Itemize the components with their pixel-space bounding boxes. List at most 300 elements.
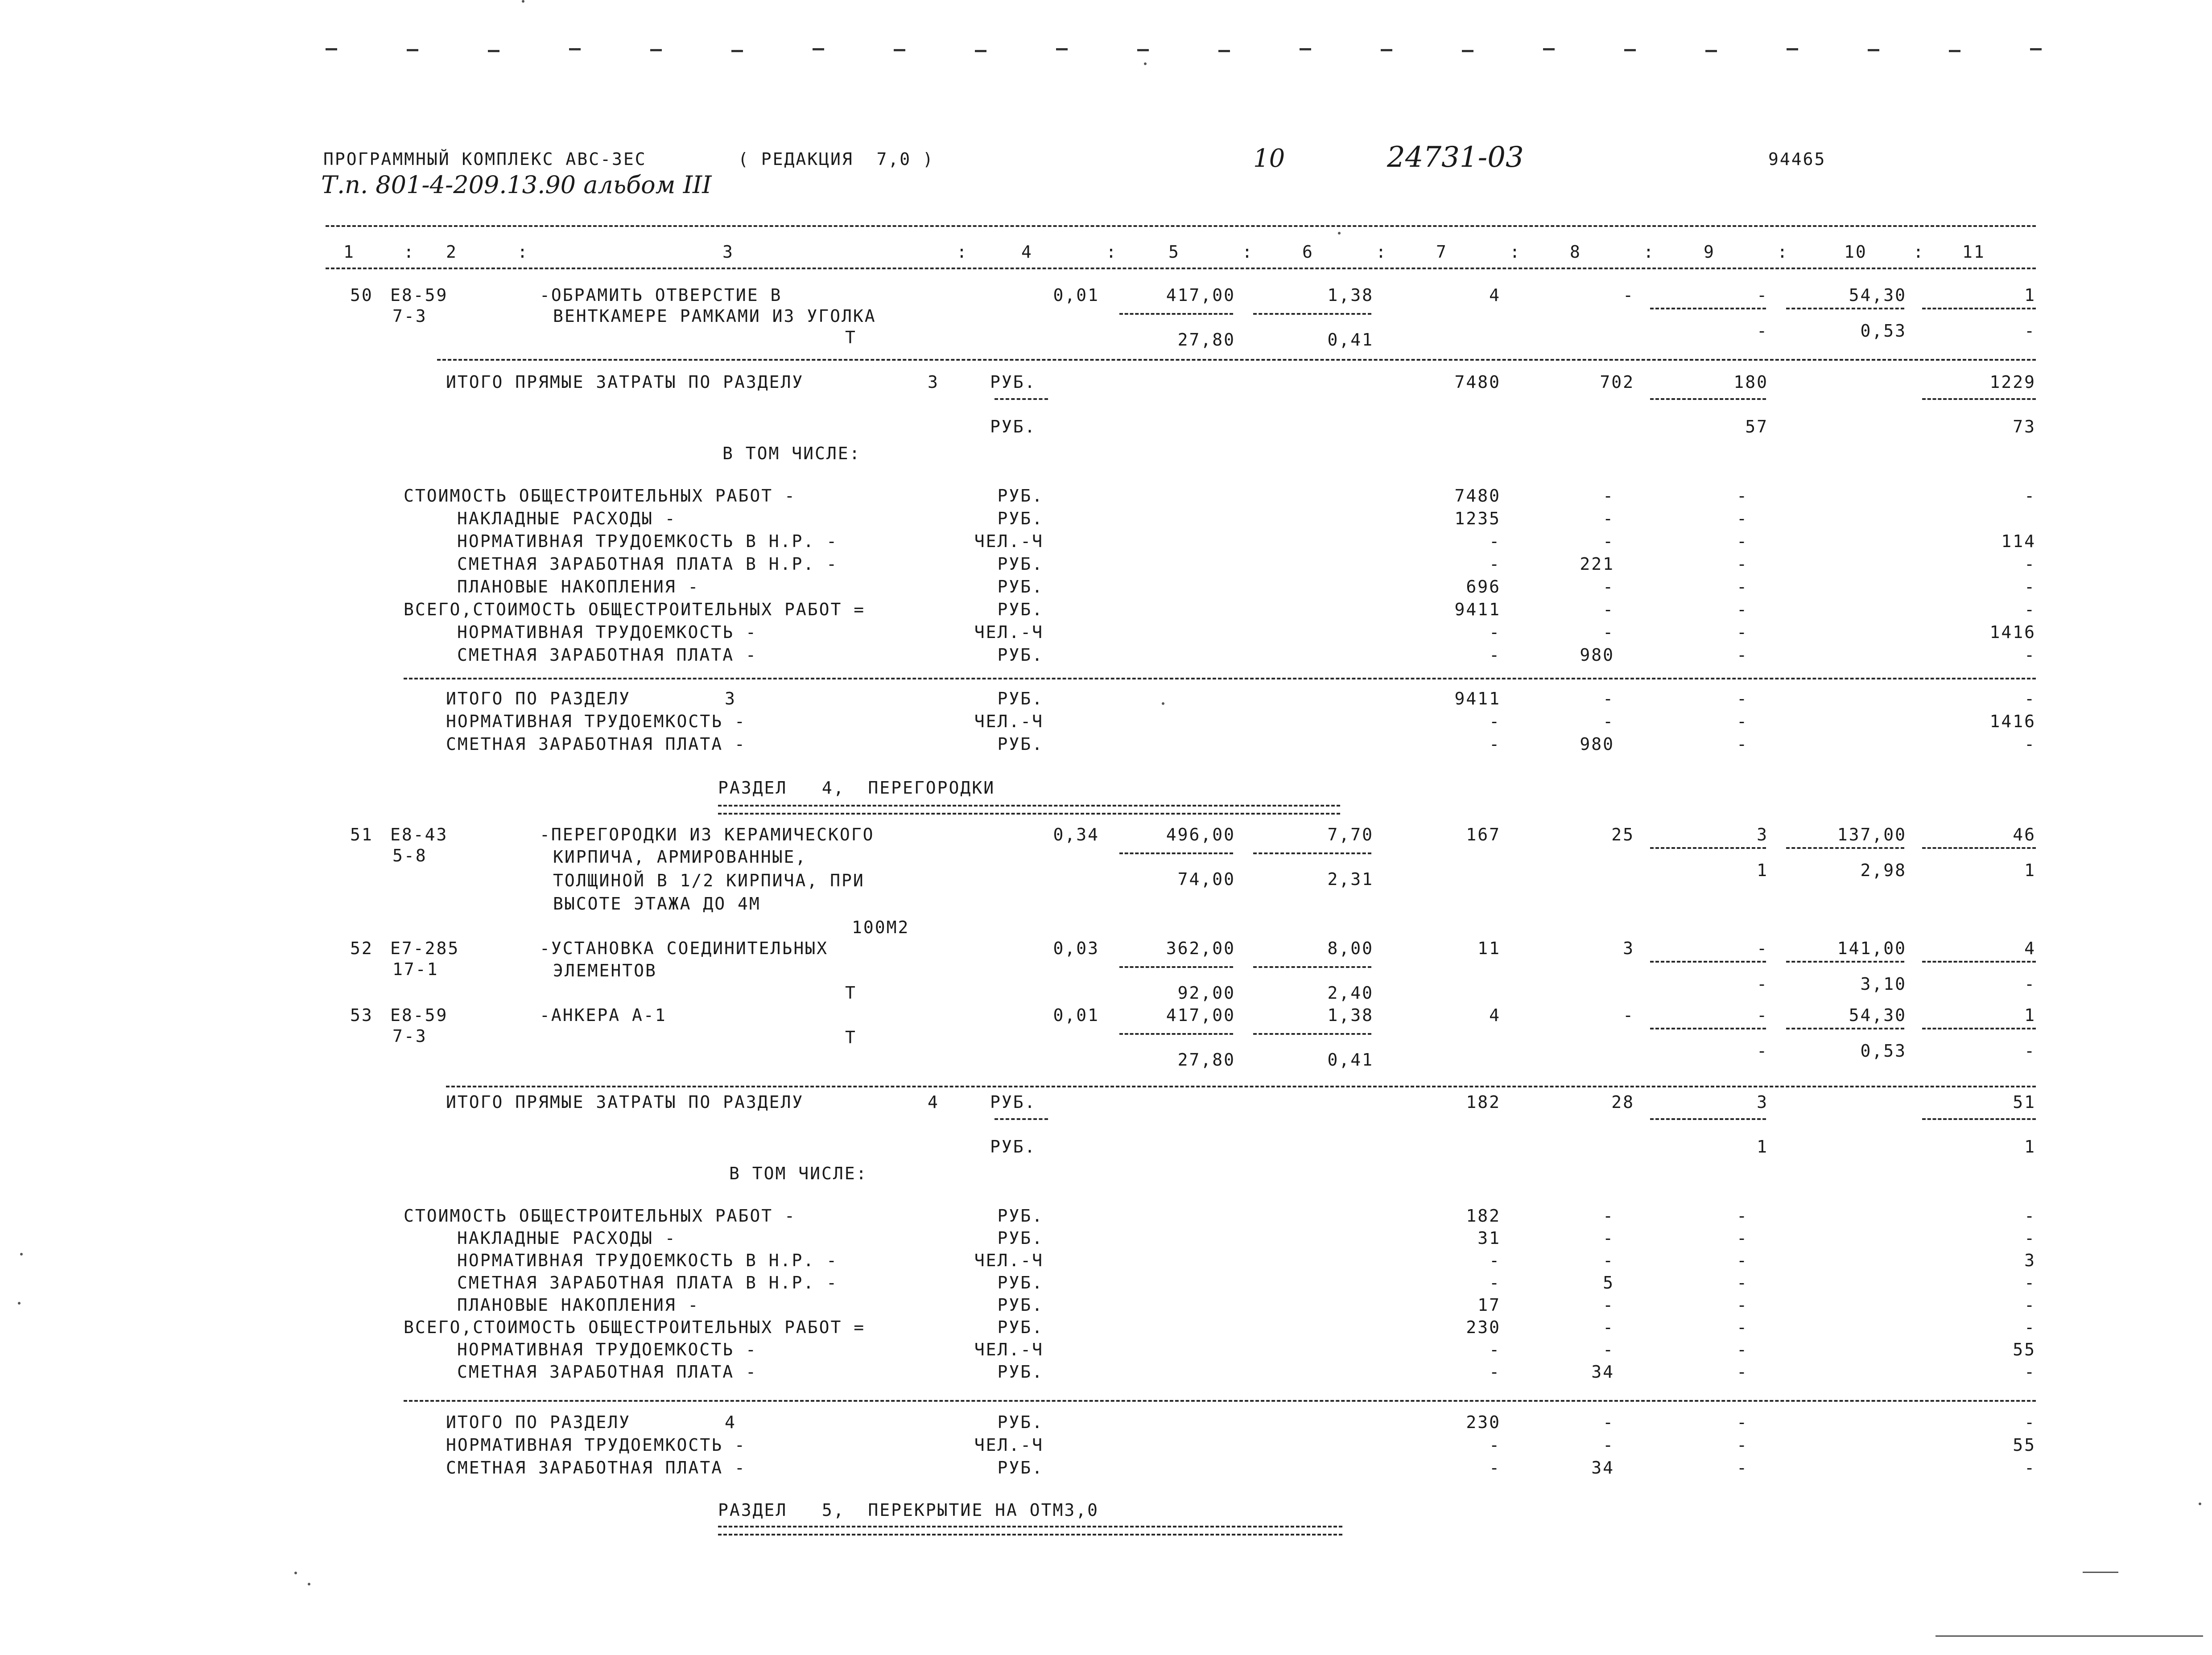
section-4-totals-label: СМЕТНАЯ ЗАРАБОТНАЯ ПЛАТА - [446,1458,746,1478]
item-50-unit-wage: 1,38 [1327,285,1374,305]
section-4-direct-costs-machine: 3 [1757,1092,1768,1112]
item-50-machine-labour: - [2024,321,2036,341]
section-4-row-unit: ЧЕЛ.-Ч [974,1251,1044,1270]
feed-mark [1868,49,1879,51]
section-3-direct-costs-unit-2: РУБ. [990,417,1036,436]
section-3-direct-costs-unit: РУБ. [990,372,1036,392]
dashed-rule [1119,966,1233,968]
section-3-direct-costs-total: 7480 [1454,372,1501,392]
item-52-subcode: 17-1 [392,959,439,979]
section-3-row-wages: - [1603,486,1614,506]
section-4-row-labour: - [2024,1206,2036,1226]
page-number: 10 [1253,144,1285,173]
section-3-row-label: НАКЛАДНЫЕ РАСХОДЫ - [457,509,677,528]
dashed-rule [1119,313,1233,315]
item-52-description-2: ЭЛЕМЕНТОВ [553,961,657,980]
edition: ( РЕДАКЦИЯ 7,0 ) [738,149,934,169]
section-3-direct-costs-section: 3 [928,372,939,392]
section-3-row-wages: - [1603,600,1614,619]
section-4-row-wages: - [1603,1206,1614,1226]
dashed-rule [1119,1033,1233,1035]
section-3-row-wages: 221 [1580,554,1614,574]
item-53-number: 53 [350,1005,373,1025]
section-3-row-total: 696 [1466,577,1501,597]
item-50-labour: 1 [2024,285,2036,305]
dashed-rule [995,398,1048,400]
section-4-row-total: - [1489,1340,1501,1359]
feed-mark [1705,50,1717,52]
section-4-row-label: СТОИМОСТЬ ОБЩЕСТРОИТЕЛЬНЫХ РАБОТ - [404,1206,796,1226]
section-4-row-wages: - [1603,1317,1614,1337]
section-4-row-machine: - [1737,1317,1748,1337]
section-4-row-unit: РУБ. [997,1228,1044,1248]
section-4-direct-costs-unit: РУБ. [990,1092,1036,1112]
section-4-row-label: ВСЕГО,СТОИМОСТЬ ОБЩЕСТРОИТЕЛЬНЫХ РАБОТ = [404,1317,866,1337]
dashed-rule [404,1400,2036,1402]
item-52-machine-cost: 92,00 [1177,983,1235,1003]
feed-mark [1624,49,1636,51]
section-3-totals-unit: РУБ. [997,689,1044,708]
feed-mark [1462,50,1473,52]
item-53-total: 4 [1489,1005,1501,1025]
section-3-row-machine: - [1737,600,1748,619]
item-50-machine-cost: 27,80 [1177,330,1235,350]
section-3-row-label: СТОИМОСТЬ ОБЩЕСТРОИТЕЛЬНЫХ РАБОТ - [404,486,796,506]
section-5-title: РАЗДЕЛ 5, ПЕРЕКРЫТИЕ НА ОТМ3,0 [718,1500,1099,1520]
item-51-quantity: 0,34 [1053,825,1099,844]
dashed-rule [446,1086,2036,1087]
section-4-totals-wages: 34 [1591,1458,1614,1478]
feed-mark [407,49,418,51]
section-3-row-label: СМЕТНАЯ ЗАРАБОТНАЯ ПЛАТА - [457,645,757,665]
column-number-9: 9 [1704,242,1715,262]
column-number-10: 10 [1844,242,1867,262]
section-3-row-labour: - [2024,554,2036,574]
feed-mark [813,48,824,50]
item-51-labour-rate: 137,00 [1837,825,1907,844]
section-4-row-unit: РУБ. [997,1295,1044,1315]
item-50-code: Е8-59 [390,285,448,305]
program-title: ПРОГРАММНЫЙ КОМПЛЕКС АВС-3ЕС [323,149,647,169]
item-51-unit-cost: 496,00 [1166,825,1235,844]
dashed-rule [1253,966,1371,968]
item-53-quantity: 0,01 [1053,1005,1099,1025]
item-51-unit-wage: 7,70 [1327,825,1374,844]
section-3-row-total: - [1489,531,1501,551]
section-3-direct-costs-machine-labour: 73 [2013,417,2036,436]
item-53-unit-cost: 417,00 [1166,1005,1235,1025]
column-number-3: 3 [722,242,734,262]
section-4-totals-unit: РУБ. [997,1458,1044,1478]
item-51-labour: 46 [2013,825,2036,844]
item-53-machine-wage-total: - [1757,1041,1768,1061]
dashed-rule [404,678,2036,679]
column-separator: : [1643,242,1655,262]
section-4-row-total: 230 [1466,1317,1501,1337]
dashed-rule [1786,1028,1904,1029]
section-3-row-label: ПЛАНОВЫЕ НАКОПЛЕНИЯ - [457,577,700,597]
section-3-direct-costs-machine-wage: 57 [1745,417,1768,436]
section-4-row-label: СМЕТНАЯ ЗАРАБОТНАЯ ПЛАТА В Н.Р. - [457,1273,838,1293]
section-4-row-machine: - [1737,1206,1748,1226]
section-4-direct-costs-machine-wage: 1 [1757,1137,1768,1157]
item-53-labour: 1 [2024,1005,2036,1025]
section-4-row-labour: 55 [2013,1340,2036,1359]
item-51-machine-labour-rate: 2,98 [1860,860,1907,880]
dashed-rule [326,225,2036,227]
print-speck [308,1583,310,1585]
section-3-row-labour: - [2024,600,2036,619]
item-53-code: Е8-59 [390,1005,448,1025]
feed-mark [1137,49,1149,51]
section-4-row-total: 182 [1466,1206,1501,1226]
double-dashed-rule [718,805,1340,815]
item-53-unit: Т [845,1028,857,1047]
dashed-rule [1253,852,1371,854]
item-50-machine-wage-total: - [1757,321,1768,341]
section-3-row-label: СМЕТНАЯ ЗАРАБОТНАЯ ПЛАТА В Н.Р. - [457,554,838,574]
section-4-row-unit: РУБ. [997,1317,1044,1337]
section-4-totals-labour: 55 [2013,1435,2036,1455]
section-3-totals-label: СМЕТНАЯ ЗАРАБОТНАЯ ПЛАТА - [446,734,746,754]
section-4-including: В ТОМ ЧИСЛЕ: [729,1164,868,1183]
section-3-totals-machine: - [1737,734,1748,754]
item-51-subcode: 5-8 [392,846,427,865]
section-4-totals-label: НОРМАТИВНАЯ ТРУДОЕМКОСТЬ - [446,1435,746,1455]
dashed-rule [1650,1028,1766,1029]
column-separator: : [404,242,415,262]
section-3-totals-section: 3 [725,689,736,708]
item-52-description: -УСТАНОВКА СОЕДИНИТЕЛЬНЫХ [540,939,828,958]
section-4-totals-total: 230 [1466,1412,1501,1432]
section-3-row-unit: РУБ. [997,600,1044,619]
section-3-totals-total: - [1489,712,1501,731]
feed-mark [1218,50,1230,52]
item-50-machine-labour-rate: 0,53 [1860,321,1907,341]
item-53-wages: - [1623,1005,1634,1025]
section-3-totals-labour: - [2024,734,2036,754]
column-number-4: 4 [1021,242,1033,262]
section-4-direct-costs-total: 182 [1466,1092,1501,1112]
section-4-direct-costs-section: 4 [928,1092,939,1112]
section-3-row-labour: 114 [2001,531,2036,551]
section-4-row-machine: - [1737,1362,1748,1382]
section-4-totals-total: - [1489,1458,1501,1478]
double-dashed-rule [718,1526,1342,1536]
section-3-row-wages: - [1603,577,1614,597]
section-3-totals-total: 9411 [1454,689,1501,708]
section-4-row-unit: РУБ. [997,1206,1044,1226]
feed-mark [894,49,905,51]
item-50-description-2: ВЕНТКАМЕРЕ РАМКАМИ ИЗ УГОЛКА [553,306,876,326]
section-4-row-total: 31 [1477,1228,1501,1248]
dashed-rule [1922,1028,2036,1029]
dashed-rule [995,1118,1048,1120]
column-separator: : [1376,242,1387,262]
item-50-subcode: 7-3 [392,306,427,326]
item-50-number: 50 [350,285,373,305]
section-4-row-machine: - [1737,1295,1748,1315]
section-3-row-unit: РУБ. [997,577,1044,597]
feed-mark [1381,49,1392,51]
item-52-machine: - [1757,939,1768,958]
section-4-direct-costs-wages: 28 [1611,1092,1634,1112]
section-4-totals-unit: ЧЕЛ.-Ч [974,1435,1044,1455]
item-52-unit-cost: 362,00 [1166,939,1235,958]
dashed-rule [1922,308,2036,309]
print-speck [1338,232,1341,235]
section-4-row-labour: - [2024,1362,2036,1382]
column-separator: : [1913,242,1925,262]
section-4-row-total: - [1489,1362,1501,1382]
dashed-rule [326,268,2036,269]
section-4-row-machine: - [1737,1340,1748,1359]
item-51-code: Е8-43 [390,825,448,844]
item-52-machine-labour-rate: 3,10 [1860,974,1907,994]
item-52-machine-labour: - [2024,974,2036,994]
section-4-row-wages: - [1603,1295,1614,1315]
item-51-description-4: ВЫСОТЕ ЭТАЖА ДО 4М [553,894,761,914]
section-3-totals-total: - [1489,734,1501,754]
section-3-row-unit: РУБ. [997,486,1044,506]
dashed-rule [1922,1118,2036,1120]
section-4-row-label: СМЕТНАЯ ЗАРАБОТНАЯ ПЛАТА - [457,1362,757,1382]
item-52-quantity: 0,03 [1053,939,1099,958]
section-4-row-wages: - [1603,1340,1614,1359]
print-speck [20,1253,23,1256]
column-number-5: 5 [1168,242,1180,262]
item-51-machine-wage: 2,31 [1327,869,1374,889]
print-speck [1162,702,1164,705]
item-53-subcode: 7-3 [392,1026,427,1046]
section-3-totals-wages: 980 [1580,734,1614,754]
section-4-totals-unit: РУБ. [997,1412,1044,1432]
section-4-row-total: 17 [1477,1295,1501,1315]
item-53-machine-cost: 27,80 [1177,1050,1235,1070]
item-51-machine-wage-total: 1 [1757,860,1768,880]
dashed-rule [1650,1118,1766,1120]
edge-stroke [2083,1572,2118,1573]
section-3-row-total: 1235 [1454,509,1501,528]
item-51-unit: 100М2 [852,918,910,937]
dashed-rule [1650,398,1766,400]
item-51-description-3: ТОЛЩИНОЙ В 1/2 КИРПИЧА, ПРИ [553,871,865,890]
item-50-machine-wage: 0,41 [1327,330,1374,350]
feed-mark [326,48,337,50]
section-4-row-labour: - [2024,1317,2036,1337]
item-53-description: -АНКЕРА А-1 [540,1005,667,1025]
section-4-row-total: - [1489,1251,1501,1270]
section-3-row-label: НОРМАТИВНАЯ ТРУДОЕМКОСТЬ В Н.Р. - [457,531,838,551]
section-3-totals-unit: ЧЕЛ.-Ч [974,712,1044,731]
section-4-row-machine: - [1737,1228,1748,1248]
item-51-description: -ПЕРЕГОРОДКИ ИЗ КЕРАМИЧЕСКОГО [540,825,875,844]
section-4-row-label: НОРМАТИВНАЯ ТРУДОЕМКОСТЬ - [457,1340,757,1359]
item-51-wages: 25 [1611,825,1634,844]
column-separator: : [517,242,529,262]
section-4-title: РАЗДЕЛ 4, ПЕРЕГОРОДКИ [718,778,995,798]
dashed-rule [1786,961,1904,963]
item-51-total: 167 [1466,825,1501,844]
section-4-totals-labour: - [2024,1412,2036,1432]
item-50-unit-cost: 417,00 [1166,285,1235,305]
section-4-totals-wages: - [1603,1412,1614,1432]
section-3-totals-label: ИТОГО ПО РАЗДЕЛУ [446,689,631,708]
section-3-including: В ТОМ ЧИСЛЕ: [722,444,861,463]
section-4-row-label: НОРМАТИВНАЯ ТРУДОЕМКОСТЬ В Н.Р. - [457,1251,838,1270]
section-4-row-unit: РУБ. [997,1362,1044,1382]
item-50-description: -ОБРАМИТЬ ОТВЕРСТИЕ В [540,285,782,305]
item-51-machine-labour: 1 [2024,860,2036,880]
item-50-unit: Т [845,328,857,347]
dashed-rule [1786,847,1904,849]
feed-mark [1056,48,1068,50]
column-number-8: 8 [1570,242,1581,262]
feed-mark [2030,48,2042,50]
item-51-machine-cost: 74,00 [1177,869,1235,889]
section-4-row-unit: ЧЕЛ.-Ч [974,1340,1044,1359]
dashed-rule [1253,1033,1371,1035]
section-3-row-wages: - [1603,531,1614,551]
print-speck [2199,1503,2201,1505]
section-4-totals-machine: - [1737,1412,1748,1432]
item-52-unit: Т [845,983,857,1003]
column-separator: : [957,242,968,262]
column-number-6: 6 [1302,242,1314,262]
item-53-machine-labour: - [2024,1041,2036,1061]
section-4-row-labour: - [2024,1228,2036,1248]
section-4-row-labour: - [2024,1295,2036,1315]
document-code: 24731-03 [1387,141,1524,174]
feed-mark [1543,48,1555,50]
dashed-rule [1650,308,1766,309]
section-3-row-machine: - [1737,554,1748,574]
section-3-totals-wages: - [1603,712,1614,731]
section-4-direct-costs-unit-2: РУБ. [990,1137,1036,1157]
section-4-row-wages: - [1603,1251,1614,1270]
section-3-row-machine: - [1737,622,1748,642]
print-speck [294,1572,297,1574]
section-3-direct-costs-wages: 702 [1600,372,1634,392]
section-3-row-machine: - [1737,486,1748,506]
item-51-machine: 3 [1757,825,1768,844]
section-4-totals-label: ИТОГО ПО РАЗДЕЛУ [446,1412,631,1432]
dashed-rule [1922,847,2036,849]
section-4-row-wages: - [1603,1228,1614,1248]
item-53-labour-rate: 54,30 [1849,1005,1907,1025]
section-4-row-total: - [1489,1273,1501,1293]
section-3-row-labour: 1416 [1989,622,2036,642]
column-number-11: 11 [1962,242,1985,262]
section-3-row-machine: - [1737,577,1748,597]
section-3-totals-labour: - [2024,689,2036,708]
edge-stroke [1936,1635,2203,1637]
item-50-labour-rate: 54,30 [1849,285,1907,305]
section-4-row-label: НАКЛАДНЫЕ РАСХОДЫ - [457,1228,677,1248]
item-50-total: 4 [1489,285,1501,305]
section-3-direct-costs-labour: 1229 [1989,372,2036,392]
item-50-wages: - [1623,285,1634,305]
section-3-row-labour: - [2024,577,2036,597]
section-4-row-label: ПЛАНОВЫЕ НАКОПЛЕНИЯ - [457,1295,700,1315]
section-3-totals-machine: - [1737,712,1748,731]
section-3-row-wages: - [1603,509,1614,528]
column-separator: : [1242,242,1254,262]
section-3-row-label: ВСЕГО,СТОИМОСТЬ ОБЩЕСТРОИТЕЛЬНЫХ РАБОТ = [404,600,866,619]
print-speck [18,1302,21,1305]
column-separator: : [1106,242,1118,262]
section-4-row-wages: 5 [1603,1273,1614,1293]
section-3-direct-costs-label: ИТОГО ПРЯМЫЕ ЗАТРАТЫ ПО РАЗДЕЛУ [446,372,804,392]
section-4-totals-section: 4 [725,1412,736,1432]
column-number-7: 7 [1436,242,1448,262]
dashed-rule [1786,308,1904,309]
column-number-2: 2 [446,242,458,262]
section-3-totals-wages: - [1603,689,1614,708]
item-50-machine: - [1757,285,1768,305]
dashed-rule [1922,961,2036,963]
section-3-totals-machine: - [1737,689,1748,708]
section-3-row-unit: РУБ. [997,554,1044,574]
dashed-rule [1119,852,1233,854]
section-4-totals-machine: - [1737,1458,1748,1478]
item-53-machine-wage: 0,41 [1327,1050,1374,1070]
feed-mark [488,50,499,52]
section-3-row-unit: РУБ. [997,509,1044,528]
section-3-row-machine: - [1737,531,1748,551]
section-4-totals-labour: - [2024,1458,2036,1478]
item-53-machine-labour-rate: 0,53 [1860,1041,1907,1061]
feed-mark [975,50,986,52]
album-note: Т.п. 801-4-209.13.90 альбом III [321,171,712,199]
section-3-row-total: 7480 [1454,486,1501,506]
section-4-totals-wages: - [1603,1435,1614,1455]
item-52-labour: 4 [2024,939,2036,958]
feed-mark [1787,48,1798,50]
dashed-rule [437,359,2036,361]
column-separator: : [1777,242,1789,262]
item-52-number: 52 [350,939,373,958]
column-separator: : [1510,242,1521,262]
section-4-direct-costs-labour: 51 [2013,1092,2036,1112]
item-50-quantity: 0,01 [1053,285,1099,305]
item-52-machine-wage: 2,40 [1327,983,1374,1003]
dashed-rule [1253,313,1371,315]
section-3-row-machine: - [1737,645,1748,665]
print-speck [522,0,524,3]
section-3-row-unit: ЧЕЛ.-Ч [974,622,1044,642]
section-3-row-total: - [1489,622,1501,642]
item-53-unit-wage: 1,38 [1327,1005,1374,1025]
section-3-totals-labour: 1416 [1989,712,2036,731]
item-52-wages: 3 [1623,939,1634,958]
item-52-unit-wage: 8,00 [1327,939,1374,958]
section-3-row-labour: - [2024,645,2036,665]
section-3-row-total: 9411 [1454,600,1501,619]
section-3-totals-label: НОРМАТИВНАЯ ТРУДОЕМКОСТЬ - [446,712,746,731]
feed-mark [569,48,581,50]
section-4-row-labour: 3 [2024,1251,2036,1270]
item-51-description-2: КИРПИЧА, АРМИРОВАННЫЕ, [553,847,807,867]
column-number-1: 1 [343,242,355,262]
section-4-direct-costs-machine-labour: 1 [2024,1137,2036,1157]
print-speck [1144,62,1147,65]
item-52-labour-rate: 141,00 [1837,939,1907,958]
section-4-row-machine: - [1737,1251,1748,1270]
item-53-machine: - [1757,1005,1768,1025]
item-52-total: 11 [1477,939,1501,958]
section-4-row-machine: - [1737,1273,1748,1293]
